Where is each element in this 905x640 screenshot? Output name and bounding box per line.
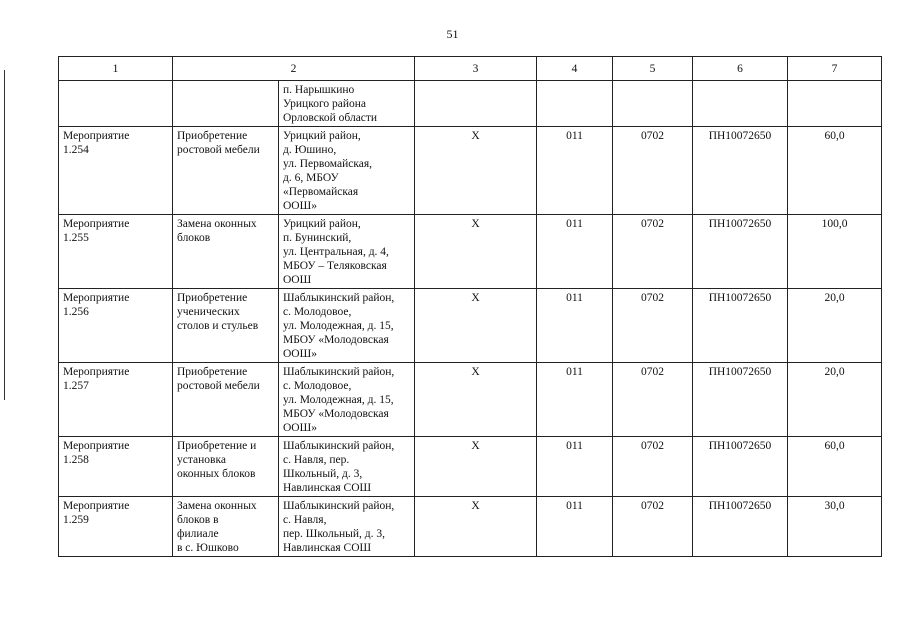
- amount-cell: 100,0: [788, 215, 882, 289]
- header-cell-4: 4: [537, 57, 613, 81]
- header-cell-5: 5: [613, 57, 693, 81]
- location-cell: п. Нарышкино Урицкого района Орловской области: [279, 81, 415, 127]
- code-x-cell: Х: [415, 127, 537, 215]
- amount-cell: 30,0: [788, 497, 882, 557]
- margin-rule: [4, 70, 5, 400]
- section-code-cell: 0702: [613, 437, 693, 497]
- code-x-cell: Х: [415, 289, 537, 363]
- table-row: [59, 215, 882, 289]
- admin-code-cell: 011: [537, 289, 613, 363]
- amount-cell: 60,0: [788, 437, 882, 497]
- location-cell: Шаблыкинский район, с. Молодовое, ул. Молодежная, д. 15, МБОУ «Молодовская ООШ»: [279, 289, 415, 363]
- table-row: [59, 289, 882, 363]
- admin-code-cell: 011: [537, 127, 613, 215]
- target-code-cell: ПН10072650: [693, 497, 788, 557]
- table-row: [59, 497, 882, 557]
- target-code-cell: ПН10072650: [693, 289, 788, 363]
- header-cell-1: 1: [59, 57, 173, 81]
- event-cell: Мероприятие 1.258: [59, 437, 173, 497]
- location-cell: Шаблыкинский район, с. Молодовое, ул. Молодежная, д. 15, МБОУ «Молодовская ООШ»: [279, 363, 415, 437]
- description-cell: Замена оконных блоков: [173, 215, 279, 289]
- event-cell: Мероприятие 1.256: [59, 289, 173, 363]
- code-x-cell: Х: [415, 437, 537, 497]
- description-cell: Приобретение ученических столов и стульев: [173, 289, 279, 363]
- event-cell: Мероприятие 1.259: [59, 497, 173, 557]
- target-code-cell: ПН10072650: [693, 127, 788, 215]
- amount-cell: 60,0: [788, 127, 882, 215]
- section-code-cell: 0702: [613, 215, 693, 289]
- continuation-row: [59, 81, 882, 127]
- description-cell: Приобретение ростовой мебели: [173, 127, 279, 215]
- code-x-cell: Х: [415, 215, 537, 289]
- table-cell: [693, 81, 788, 127]
- event-cell: Мероприятие 1.255: [59, 215, 173, 289]
- description-cell: Приобретение ростовой мебели: [173, 363, 279, 437]
- header-cell-6: 6: [693, 57, 788, 81]
- admin-code-cell: 011: [537, 363, 613, 437]
- target-code-cell: ПН10072650: [693, 363, 788, 437]
- budget-table: [58, 56, 882, 557]
- table-cell: [415, 81, 537, 127]
- table-row: [59, 127, 882, 215]
- location-cell: Урицкий район, д. Юшино, ул. Первомайская, д. 6, МБОУ «Первомайская ООШ»: [279, 127, 415, 215]
- admin-code-cell: 011: [537, 215, 613, 289]
- amount-cell: 20,0: [788, 289, 882, 363]
- table-cell: [788, 81, 882, 127]
- target-code-cell: ПН10072650: [693, 437, 788, 497]
- table-cell: [613, 81, 693, 127]
- admin-code-cell: 011: [537, 437, 613, 497]
- header-cell-3: 3: [415, 57, 537, 81]
- description-cell: Замена оконных блоков в филиале в с. Юшково: [173, 497, 279, 557]
- section-code-cell: 0702: [613, 127, 693, 215]
- location-cell: Шаблыкинский район, с. Навля, пер. Школьный, д. 3, Навлинская СОШ: [279, 437, 415, 497]
- description-cell: Приобретение и установка оконных блоков: [173, 437, 279, 497]
- table-cell: [537, 81, 613, 127]
- table-cell: [173, 81, 279, 127]
- table-row: [59, 437, 882, 497]
- section-code-cell: 0702: [613, 289, 693, 363]
- table-cell: [59, 81, 173, 127]
- event-cell: Мероприятие 1.254: [59, 127, 173, 215]
- location-cell: Шаблыкинский район, с. Навля, пер. Школьный, д. 3, Навлинская СОШ: [279, 497, 415, 557]
- location-cell: Урицкий район, п. Бунинский, ул. Центральная, д. 4, МБОУ – Теляковская ООШ: [279, 215, 415, 289]
- event-cell: Мероприятие 1.257: [59, 363, 173, 437]
- section-code-cell: 0702: [613, 363, 693, 437]
- section-code-cell: 0702: [613, 497, 693, 557]
- header-cell-2: 2: [173, 57, 415, 81]
- admin-code-cell: 011: [537, 497, 613, 557]
- target-code-cell: ПН10072650: [693, 215, 788, 289]
- header-cell-7: 7: [788, 57, 882, 81]
- code-x-cell: Х: [415, 497, 537, 557]
- code-x-cell: Х: [415, 363, 537, 437]
- page-number: 51: [446, 27, 459, 41]
- header-row: [59, 57, 882, 81]
- amount-cell: 20,0: [788, 363, 882, 437]
- table-row: [59, 363, 882, 437]
